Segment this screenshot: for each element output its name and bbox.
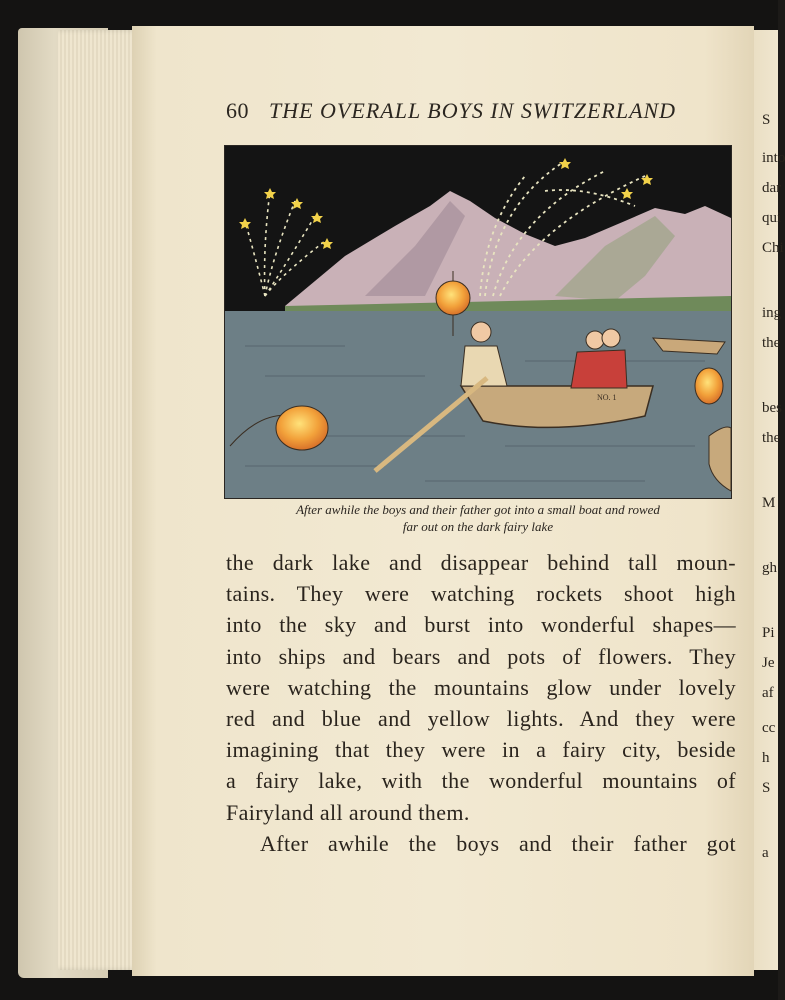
text-line: the dark lake and disappear behind tall moun- [226, 550, 736, 575]
fireworks-lake-scene [225, 146, 731, 498]
facing-page-fragment: a [762, 845, 769, 861]
page-number: 60 [226, 98, 249, 123]
caption-line: far out on the dark fairy lake [402, 519, 554, 534]
facing-page-fragment: gh [762, 560, 777, 576]
running-title: THE OVERALL BOYS IN SWITZERLAND [269, 98, 677, 123]
facing-page-fragment: the [762, 430, 781, 446]
facing-page-fragment: dar [762, 180, 782, 196]
facing-page-fragment: Pi [762, 625, 775, 641]
text-line: into the sky and burst into wonderful shapes— [226, 612, 736, 638]
boy-head [586, 331, 604, 349]
paper-lantern [695, 368, 723, 404]
rower-head [471, 322, 491, 342]
text-line: tains. They were watching rockets shoot high [226, 581, 736, 607]
facing-page-fragment: af [762, 685, 774, 701]
facing-page-fragment: M [762, 495, 776, 511]
caption-line: After awhile the boys and their father got into a small boat and rowed [296, 502, 660, 517]
illustration-caption [226, 501, 730, 535]
facing-page-fragment: h [762, 750, 770, 766]
facing-page-fragment: the [762, 335, 781, 351]
facing-page-fragment: ing [762, 305, 782, 321]
facing-page-fragment: cc [762, 720, 776, 736]
facing-page-fragment: qui [762, 210, 782, 226]
paper-lantern [436, 281, 470, 315]
facing-page-fragment: Chi [762, 240, 784, 256]
facing-page-fragment: S [762, 780, 771, 796]
page-stack-edge [58, 30, 140, 970]
facing-page-fragment: bes [762, 400, 782, 416]
boat-marking: NO. 1 [597, 393, 617, 402]
text-line: a fairy lake, with the wonderful mountains of [226, 768, 736, 794]
facing-page-fragment: into [762, 150, 785, 166]
boy-head [602, 329, 620, 347]
running-header [226, 98, 736, 124]
text-line: imagining that they were in a fairy city, beside [226, 737, 736, 763]
text-line: were watching the mountains glow under lovely [226, 674, 736, 700]
boys-red-shirts [571, 350, 627, 388]
text-line: red and blue and yellow lights. And they were [226, 705, 736, 731]
paper-lantern [276, 406, 328, 450]
illustration [224, 145, 732, 499]
body-text [226, 547, 736, 859]
text-line: After awhile the boys and their father got [260, 830, 736, 856]
facing-page-fragment: S [762, 112, 771, 128]
facing-page-fragment: Je [762, 655, 775, 671]
text-line: into ships and bears and pots of flowers. They [226, 643, 736, 669]
text-line: Fairyland all around them. [226, 799, 470, 825]
